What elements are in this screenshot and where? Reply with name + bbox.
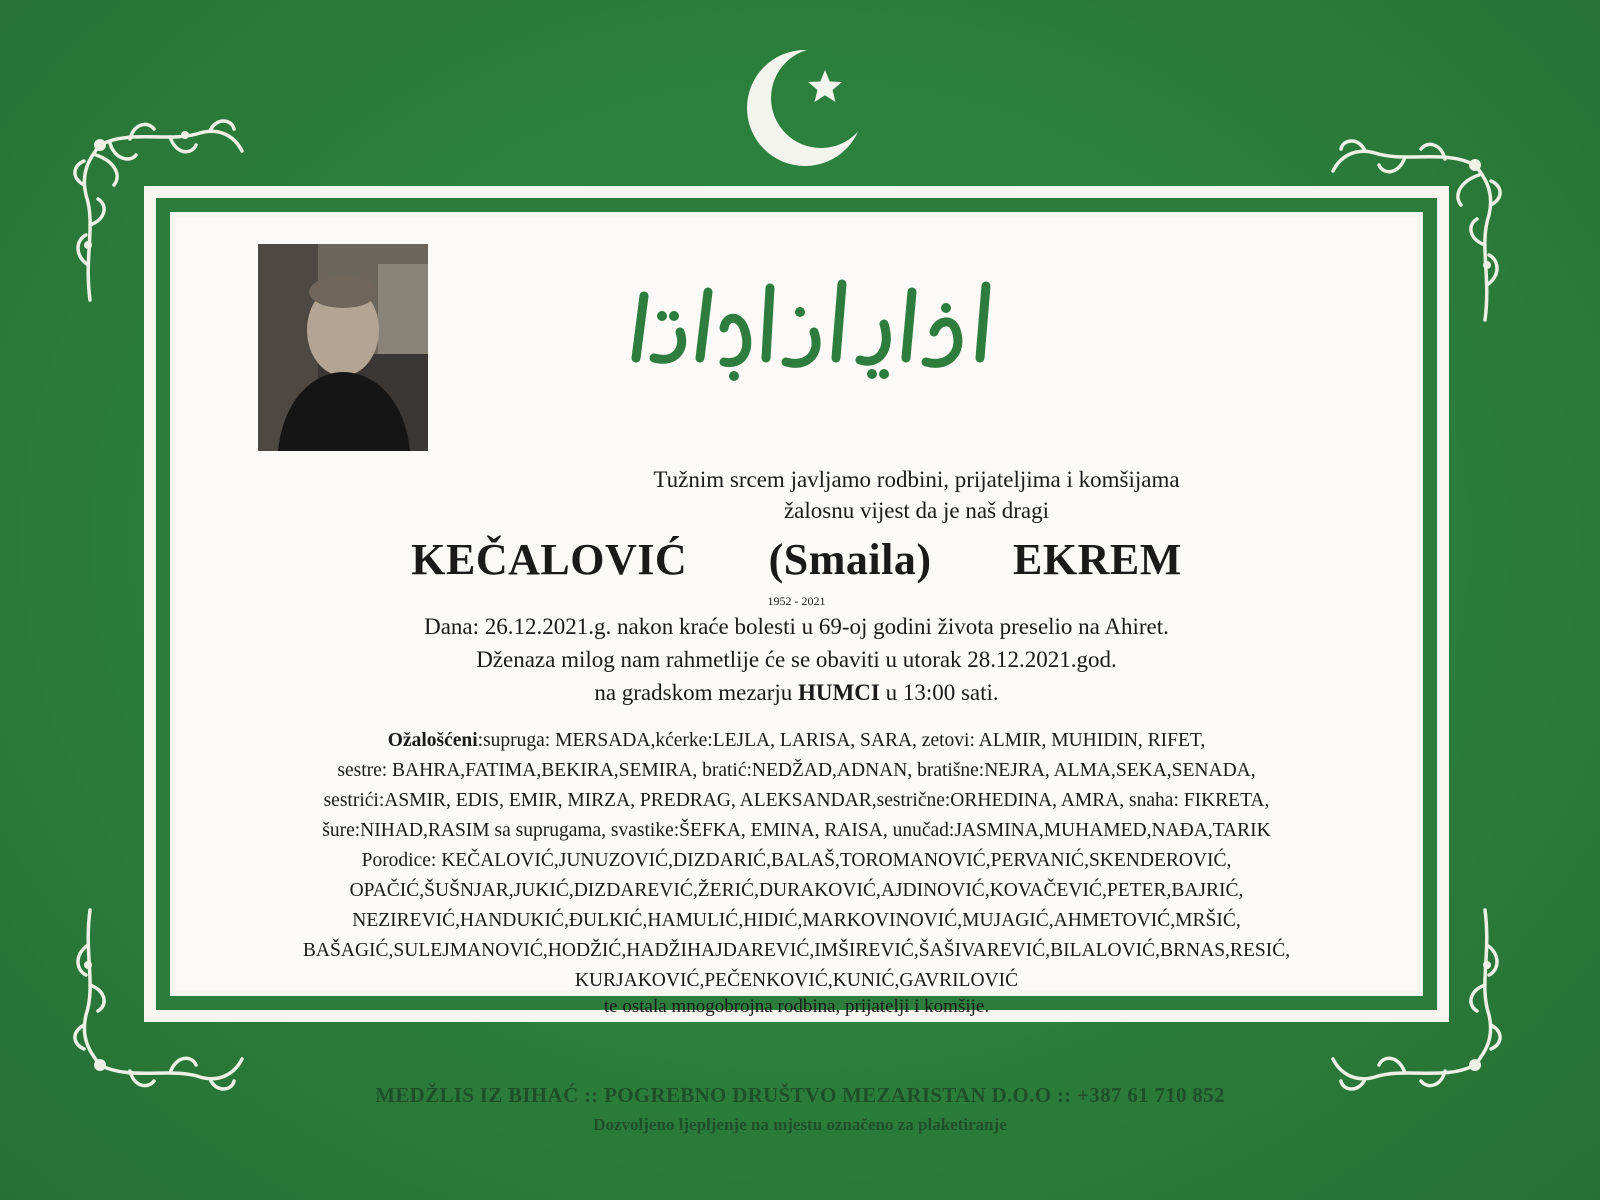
detail-line: Dženaza milog nam rahmetlije će se obaviti u utorak 28.12.2021.god.	[476, 647, 1117, 672]
cemetery-name: HUMCI	[798, 680, 880, 705]
first-name: EKREM	[1013, 535, 1182, 584]
mourners-line: Porodice: KEČALOVIĆ,JUNUZOVIĆ,DIZDARIĆ,BALAŠ,TOROMANOVIĆ,PERVANIĆ,SKENDEROVIĆ,	[361, 850, 1232, 871]
surname: KEČALOVIĆ	[411, 535, 688, 584]
mourners-line: sestrići:ASMIR, EDIS, EMIR, MIRZA, PREDRAG, ALEKSANDAR,sestrične:ORHEDINA, AMRA, snaha: FIKRETA,	[323, 790, 1270, 811]
mourners-text: :supruga: MERSADA,kćerke:LEJLA, LARISA, SARA, zetovi: ALMIR, MUHIDIN, RIFET,	[477, 730, 1206, 751]
mourners-line: NEZIREVIĆ,HANDUKIĆ,ĐULKIĆ,HAMULIĆ,HIDIĆ,MARKOVINOVIĆ,MUJAGIĆ,AHMETOVIĆ,MRŠIĆ,	[352, 910, 1241, 931]
crescent-star-icon	[735, 40, 875, 180]
intro-text	[176, 464, 1417, 526]
notice-body	[176, 218, 1417, 1017]
detail-text: u 13:00 sati.	[879, 680, 999, 705]
mourners-line: KURJAKOVIĆ,PEČENKOVIĆ,KUNIĆ,GAVRILOVIĆ	[574, 970, 1019, 991]
mourners-line: šure:NIHAD,RASIM sa suprugama, svastike:ŠEFKA, EMINA, RAISA, unučad:JASMINA,MUHAMED,NAĐA,TARIK	[322, 820, 1271, 841]
detail-text: na gradskom mezarju	[594, 680, 799, 705]
portrait-photo	[258, 244, 428, 451]
frame-border	[156, 198, 1437, 1017]
father-name: (Smaila)	[768, 535, 932, 584]
life-years: 1952 - 2021	[767, 594, 826, 608]
closing-line: te ostala mnogobrojna rodbina, prijatelji i komšije.	[603, 996, 990, 1017]
intro-line: Tužnim srcem javljamo rodbini, prijateljima i komšijama	[653, 467, 1180, 492]
mourners-line	[172, 726, 1421, 756]
detail-line: Dana: 26.12.2021.g. nakon kraće bolesti u 69-oj godini života preselio na Ahiret.	[424, 614, 1169, 639]
mourners-line: sestre: BAHRA,FATIMA,BEKIRA,SEMIRA, bratić:NEDŽAD,ADNAN, bratišne:NEJRA, ALMA,SEKA,SENADA,	[337, 760, 1256, 781]
mourners-label: Ožalošćeni	[387, 730, 478, 751]
mourners-line: OPAČIĆ,ŠUŠNJAR,JUKIĆ,DIZDAREVIĆ,ŽERIĆ,DURAKOVIĆ,AJDINOVIĆ,KOVAČEVIĆ,PETER,BAJRIĆ,	[349, 880, 1244, 901]
mourners-list	[172, 726, 1421, 996]
funeral-details	[176, 610, 1417, 709]
notice-frame	[144, 186, 1449, 1022]
posting-note: Dozvoljeno ljepljenje na mjestu označeno za plaketiranje	[593, 1115, 1007, 1134]
arabic-calligraphy	[616, 258, 1016, 388]
deceased-name	[176, 534, 1417, 585]
detail-line	[176, 676, 1417, 709]
publisher-info: MEDŽLIS IZ BIHAĆ :: POGREBNO DRUŠTVO MEZARISTAN D.O.O :: +387 61 710 852	[375, 1083, 1225, 1107]
intro-line: žalosnu vijest da je naš dragi	[783, 498, 1050, 523]
mourners-line: BAŠAGIĆ,SULEJMANOVIĆ,HODŽIĆ,HADŽIHAJDAREVIĆ,IMŠIREVIĆ,ŠAŠIVAREVIĆ,BILALOVIĆ,BRNAS,RESIĆ,	[302, 940, 1291, 961]
